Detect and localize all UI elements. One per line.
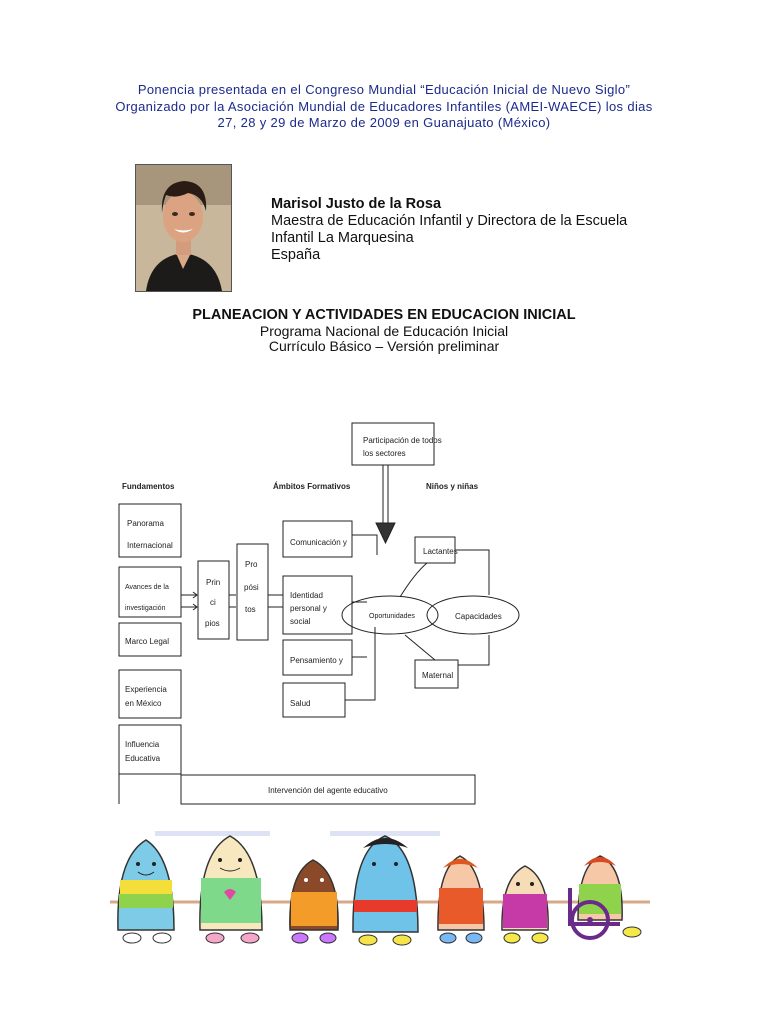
- author-photo: [135, 164, 232, 292]
- propositos-label-3: tos: [245, 605, 256, 614]
- propositos-label-2: pósi: [244, 583, 259, 592]
- intervencion-label: Intervención del agente educativo: [268, 786, 388, 795]
- fundamento-marco-legal: Marco Legal: [125, 637, 170, 646]
- author-country: España: [271, 247, 321, 263]
- fundamento-avances-2: investigación: [125, 605, 166, 612]
- ambito-salud: Salud: [290, 699, 311, 708]
- principios-label-3: pios: [205, 619, 220, 628]
- children-illustration: [100, 828, 660, 948]
- maternal-label: Maternal: [422, 671, 454, 680]
- fundamento-avances-1: Avances de la: [125, 584, 169, 591]
- author-role-line-1: Maestra de Educación Infantil y Directora de la Escuela: [271, 213, 628, 229]
- capacidades-label: Capacidades: [455, 612, 502, 621]
- ninos-header: Niños y niñas: [426, 482, 479, 491]
- ambito-pensamiento: Pensamiento y: [290, 656, 343, 665]
- fundamento-panorama-1: Panorama: [127, 519, 164, 528]
- participation-label-2: los sectores: [363, 449, 406, 458]
- header-line-1: Ponencia presentada en el Congreso Mundial “Educación Inicial de Nuevo Siglo”: [137, 82, 631, 97]
- conference-header: [0, 82, 768, 132]
- header-line-3: 27, 28 y 29 de Marzo de 2009 en Guanajuato (México): [217, 115, 551, 130]
- lactantes-label: Lactantes: [423, 547, 458, 556]
- ambito-identidad-1: Identidad: [290, 591, 323, 600]
- ambito-identidad-2: personal y: [290, 604, 327, 613]
- principios-label-2: ci: [210, 598, 216, 607]
- curriculum-diagram: [105, 395, 695, 825]
- document-title-block: [0, 308, 768, 355]
- document-subtitle-1: Programa Nacional de Educación Inicial: [259, 322, 509, 339]
- principios-label-1: Prin: [206, 578, 221, 587]
- ambitos-header: Ámbitos Formativos: [273, 482, 351, 491]
- author-name: Marisol Justo de la Rosa: [271, 196, 442, 212]
- header-line-2: Organizado por la Asociación Mundial de Educadores Infantiles (AMEI-WAECE) los dias: [115, 98, 653, 114]
- fundamento-panorama-2: Internacional: [127, 541, 173, 550]
- oportunidades-label: Oportunidades: [369, 613, 415, 620]
- fundamento-experiencia-2: en México: [125, 699, 162, 708]
- ambito-identidad-3: social: [290, 617, 311, 626]
- document-title: PLANEACION Y ACTIVIDADES EN EDUCACION INICIAL: [192, 307, 576, 323]
- fundamentos-header: Fundamentos: [122, 482, 175, 491]
- fundamento-experiencia-1: Experiencia: [125, 685, 167, 694]
- author-block: [271, 196, 627, 264]
- fundamento-influencia-2: Educativa: [125, 754, 161, 763]
- ambito-comunicacion: Comunicación y: [290, 538, 347, 547]
- fundamento-influencia-1: Influencia: [125, 740, 160, 749]
- author-role-line-2: Infantil La Marquesina: [271, 230, 414, 246]
- participation-label-1: Participación de todos: [363, 436, 442, 445]
- document-subtitle-2: Currículo Básico – Versión preliminar: [268, 338, 500, 354]
- propositos-label-1: Pro: [245, 560, 258, 569]
